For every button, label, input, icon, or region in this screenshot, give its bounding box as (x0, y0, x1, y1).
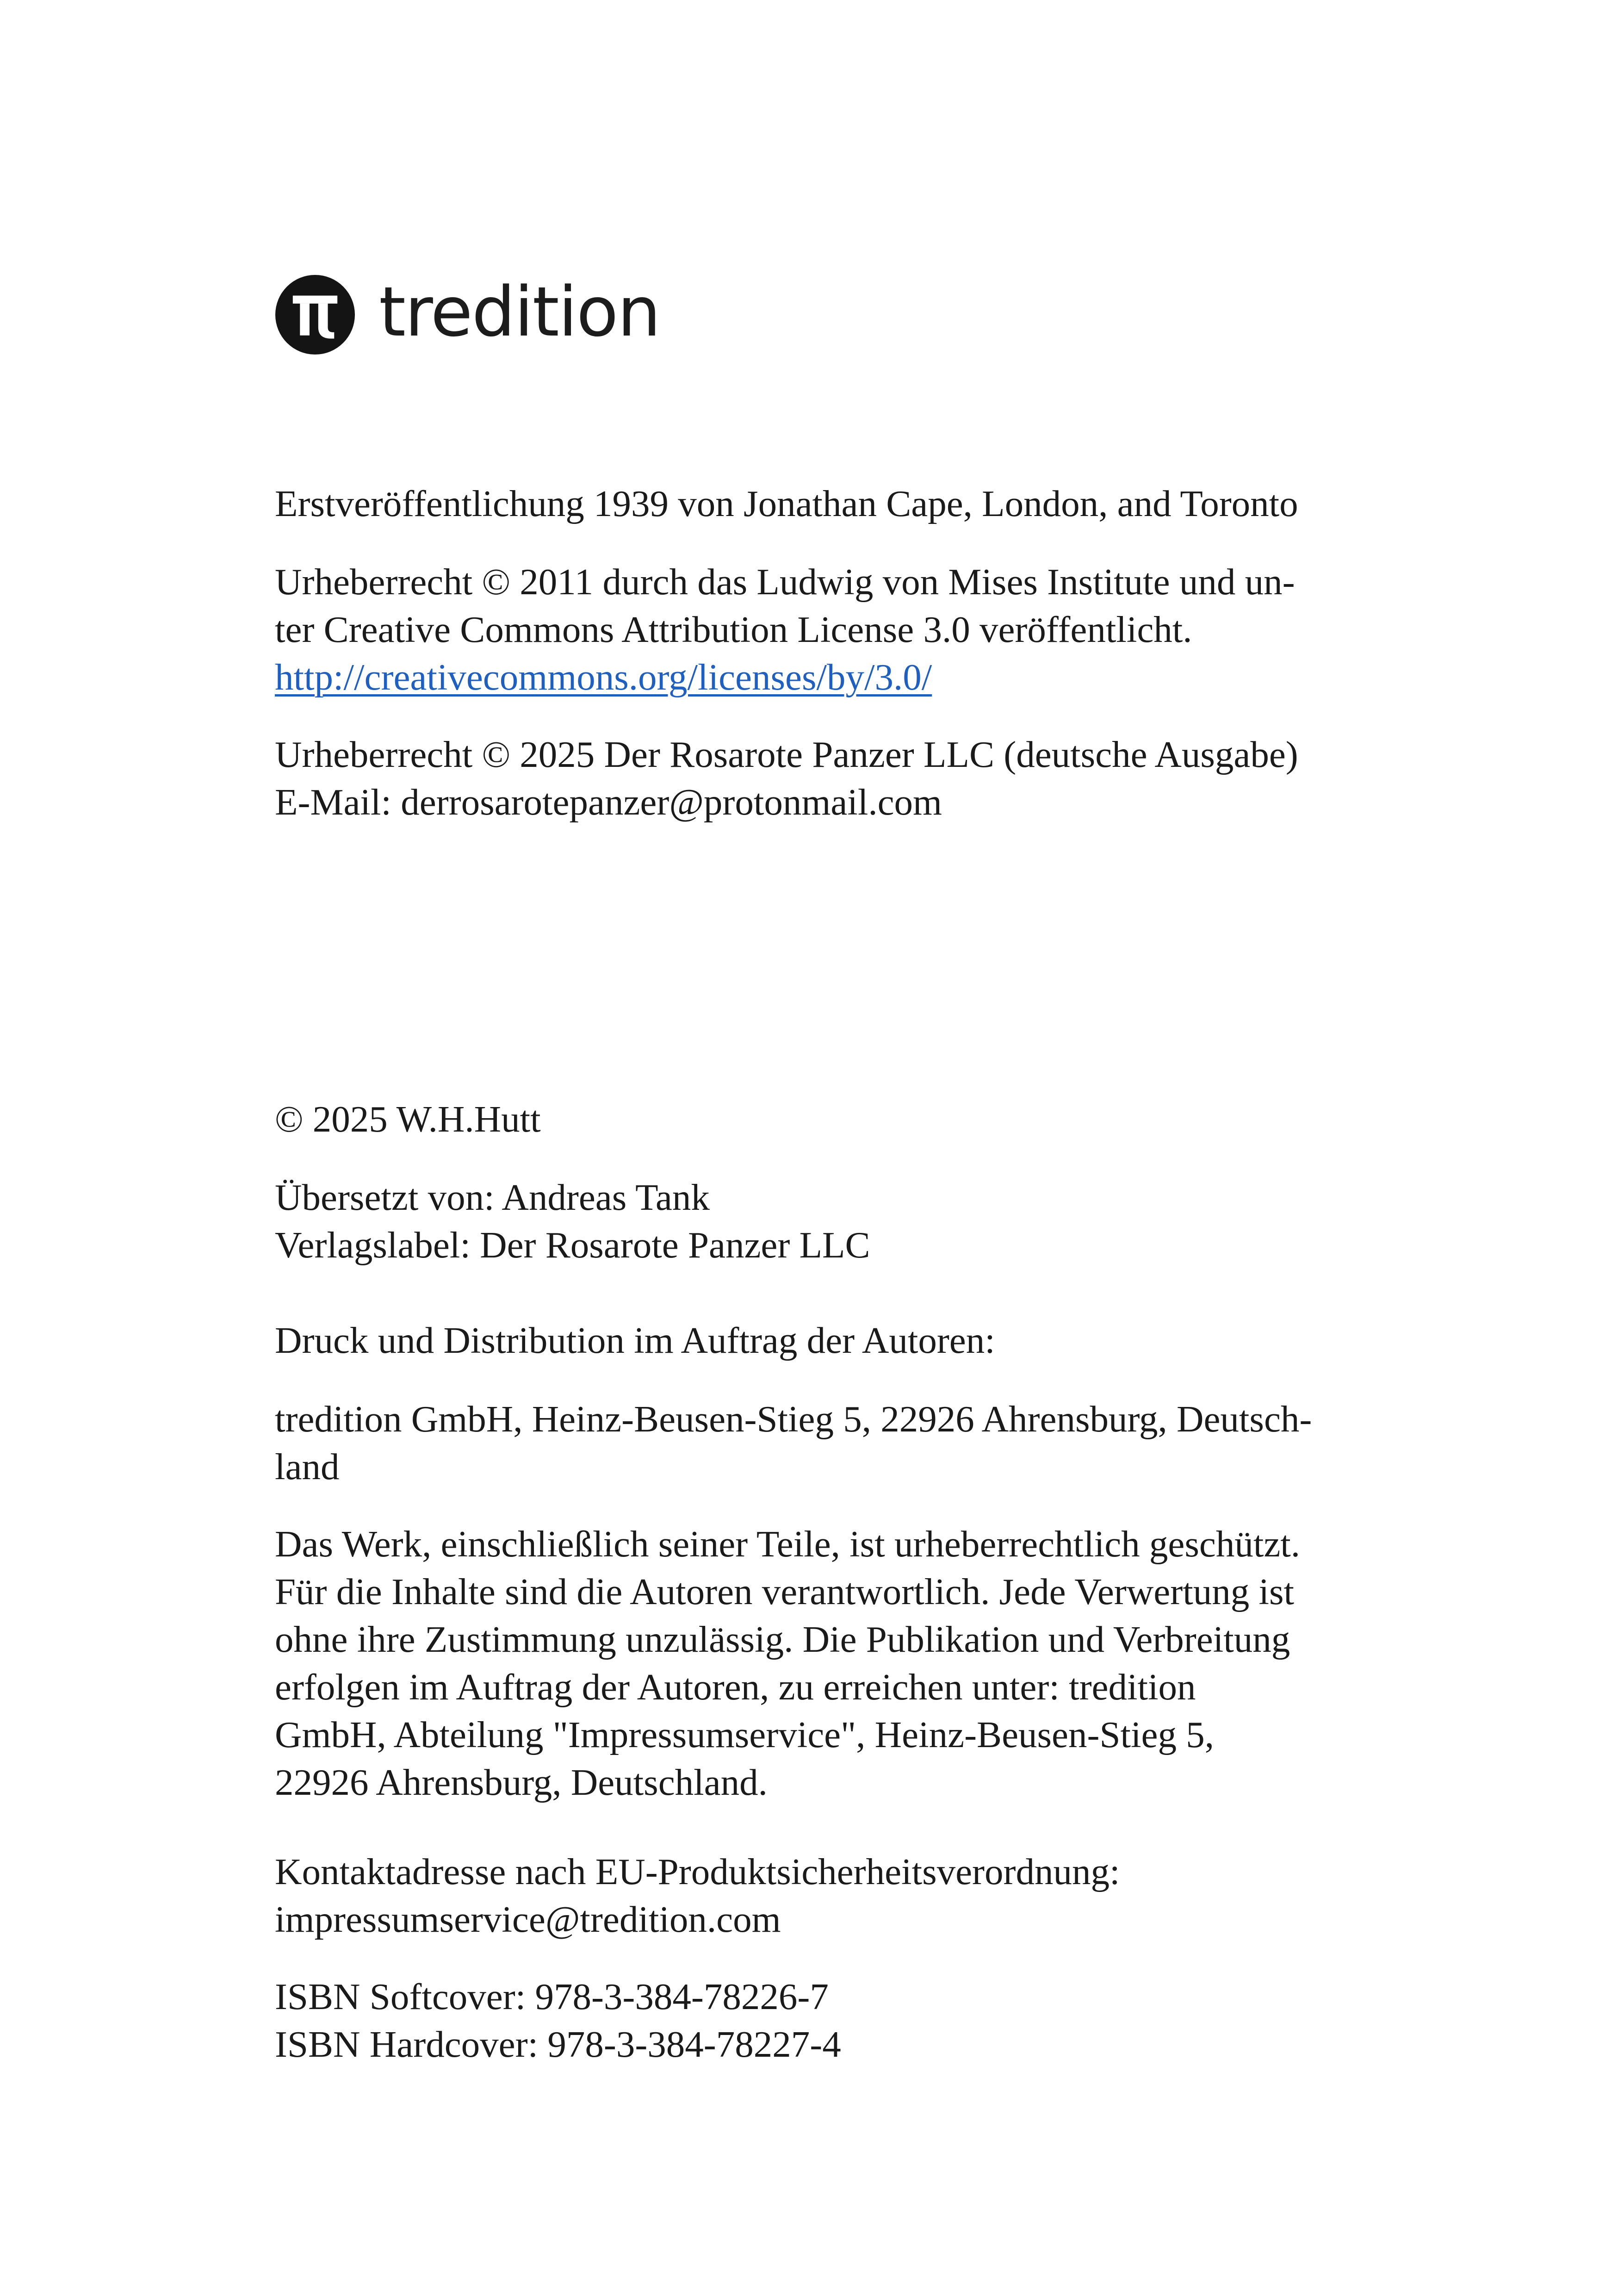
first-publication-text: Erstveröffentlichung 1939 von Jonathan Cape, London, and Toronto (275, 483, 1298, 524)
copyright-2011-line-1: Urheberrecht © 2011 durch das Ludwig von Mises Institute und un- (275, 561, 1295, 603)
author-copyright-text: © 2025 W.H.Hutt (275, 1098, 541, 1140)
isbn-hardcover: ISBN Hardcover: 978-3-384-78227-4 (275, 2023, 841, 2065)
publisher-logo (275, 273, 660, 356)
first-publication (275, 480, 1385, 528)
license-link[interactable]: http://creativecommons.org/licenses/by/3.0/ (275, 656, 932, 698)
tredition-logo-icon (275, 275, 355, 355)
distribution (275, 1317, 1385, 1364)
isbn-info (275, 1973, 1385, 2068)
publisher-label-line: Verlagslabel: Der Rosarote Panzer LLC (275, 1224, 870, 1266)
copyright-email: E-Mail: derrosarotepanzer@protonmail.com (275, 781, 942, 823)
legal-notice-line-3: ohne ihre Zustimmung unzulässig. Die Publikation und Verbreitung (275, 1618, 1290, 1660)
legal-notice (275, 1520, 1385, 1806)
translation-info (275, 1174, 1385, 1269)
legal-notice-line-6: 22926 Ahrensburg, Deutschland. (275, 1761, 768, 1803)
legal-notice-line-4: erfolgen im Auftrag der Autoren, zu erreichen unter: tredition (275, 1666, 1196, 1708)
logo-wordmark: tredition (379, 272, 660, 352)
author-copyright (275, 1095, 1385, 1143)
isbn-softcover: ISBN Softcover: 978-3-384-78226-7 (275, 1976, 829, 2017)
publisher-address (275, 1395, 1385, 1491)
publisher-address-line-2: land (275, 1446, 340, 1487)
publisher-address-line-1: tredition GmbH, Heinz-Beusen-Stieg 5, 22926 Ahrensburg, Deutsch- (275, 1398, 1312, 1440)
contact-label: Kontaktadresse nach EU-Produktsicherheitsverordnung: (275, 1851, 1120, 1892)
copyright-2011-line-2: ter Creative Commons Attribution License 3.0 veröffentlicht. (275, 609, 1192, 650)
copyright-2025 (275, 731, 1385, 826)
copyright-2025-line: Urheberrecht © 2025 Der Rosarote Panzer LLC (deutsche Ausgabe) (275, 734, 1298, 775)
contact-email: impressumservice@tredition.com (275, 1898, 781, 1940)
legal-notice-line-1: Das Werk, einschließlich seiner Teile, ist urheberrechtlich geschützt. (275, 1523, 1301, 1565)
translator-line: Übersetzt von: Andreas Tank (275, 1176, 710, 1218)
copyright-2011 (275, 558, 1385, 701)
legal-notice-line-2: Für die Inhalte sind die Autoren verantwortlich. Jede Verwertung ist (275, 1571, 1294, 1612)
legal-notice-line-5: GmbH, Abteilung "Impressumservice", Heinz-Beusen-Stieg 5, (275, 1714, 1214, 1755)
contact-info (275, 1848, 1385, 1943)
distribution-text: Druck und Distribution im Auftrag der Autoren: (275, 1319, 995, 1361)
